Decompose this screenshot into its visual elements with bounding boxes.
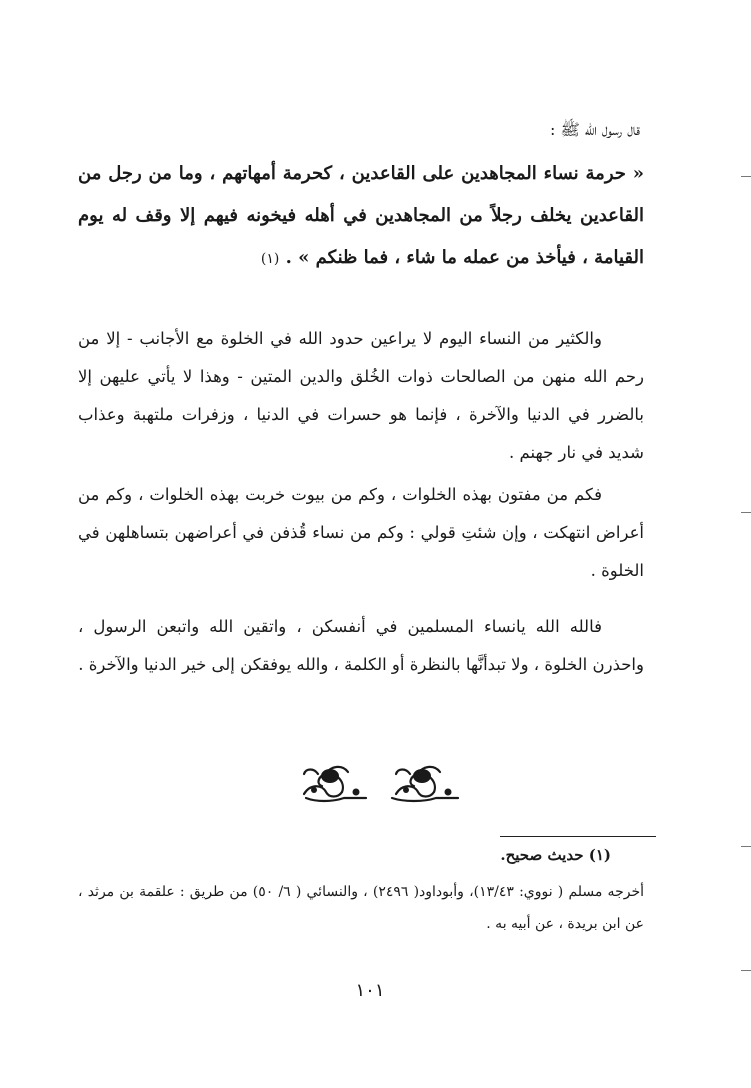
margin-mark xyxy=(741,512,751,513)
paragraph-3: فالله الله يانساء المسلمين في أنفسكن ، واتقين الله واتبعن الرسول ، واحذرن الخلوة ، ولا تبدأنَّها بالنظرة أو الكلمة ، والله يوفقكن إلى خير الدنيا والآخرة . xyxy=(78,617,644,674)
footnote-body: أخرجه مسلم ( نووي: ١٣/٤٣)، وأبوداود( ٢٤٩٦) ، والنسائي ( ٦/ ٥٠) من طريق : علقمة بن مرثد ، عن ابن بريدة ، عن أبيه به . xyxy=(78,884,644,932)
hadith-text: « حرمة نساء المجاهدين على القاعدين ، كحرمة أمهاتهم ، وما من رجل من القاعدين يخلف رجلاً من المجاهدين في أهله فيخونه فيهم إلا وقف له يوم القيامة ، فيأخذ من عمله ما شاء ، فما ظنكم » . xyxy=(78,163,644,268)
margin-mark xyxy=(741,970,751,971)
margin-mark xyxy=(741,176,751,177)
margin-mark xyxy=(741,846,751,847)
paragraph-1: والكثير من النساء اليوم لا يراعين حدود الله في الخلوة مع الأجانب - إلا من رحم الله منهن من الصالحات ذوات الخُلق والدين المتين - وهذا لا يأتي عليهن إلا بالضرر في الدنيا والآخرة ، فإنما هو حسرات في الدنيا ، وزفرات ملتهبة وعذاب شديد في نار جهنم . xyxy=(78,329,644,462)
hadith-quote xyxy=(78,153,644,280)
footnote-title: (١) حديث صحيح. xyxy=(500,846,611,864)
paragraph-2: فكم من مفتون بهذه الخلوات ، وكم من بيوت خربت بهذه الخلوات ، وكم من أعراض انتهكت ، وإن شئتِ قولي : وكم من نساء قُذفن في أعراضهن بتساهلهن في الخلوة . xyxy=(78,485,644,580)
footnote-rule xyxy=(500,836,656,837)
intro-line: قال رسول الله ﷺ : xyxy=(550,120,640,139)
ornament-divider-icon xyxy=(296,760,466,804)
page-number: ١٠١ xyxy=(355,980,385,1001)
hadith-footnote-ref: (١) xyxy=(260,251,280,267)
